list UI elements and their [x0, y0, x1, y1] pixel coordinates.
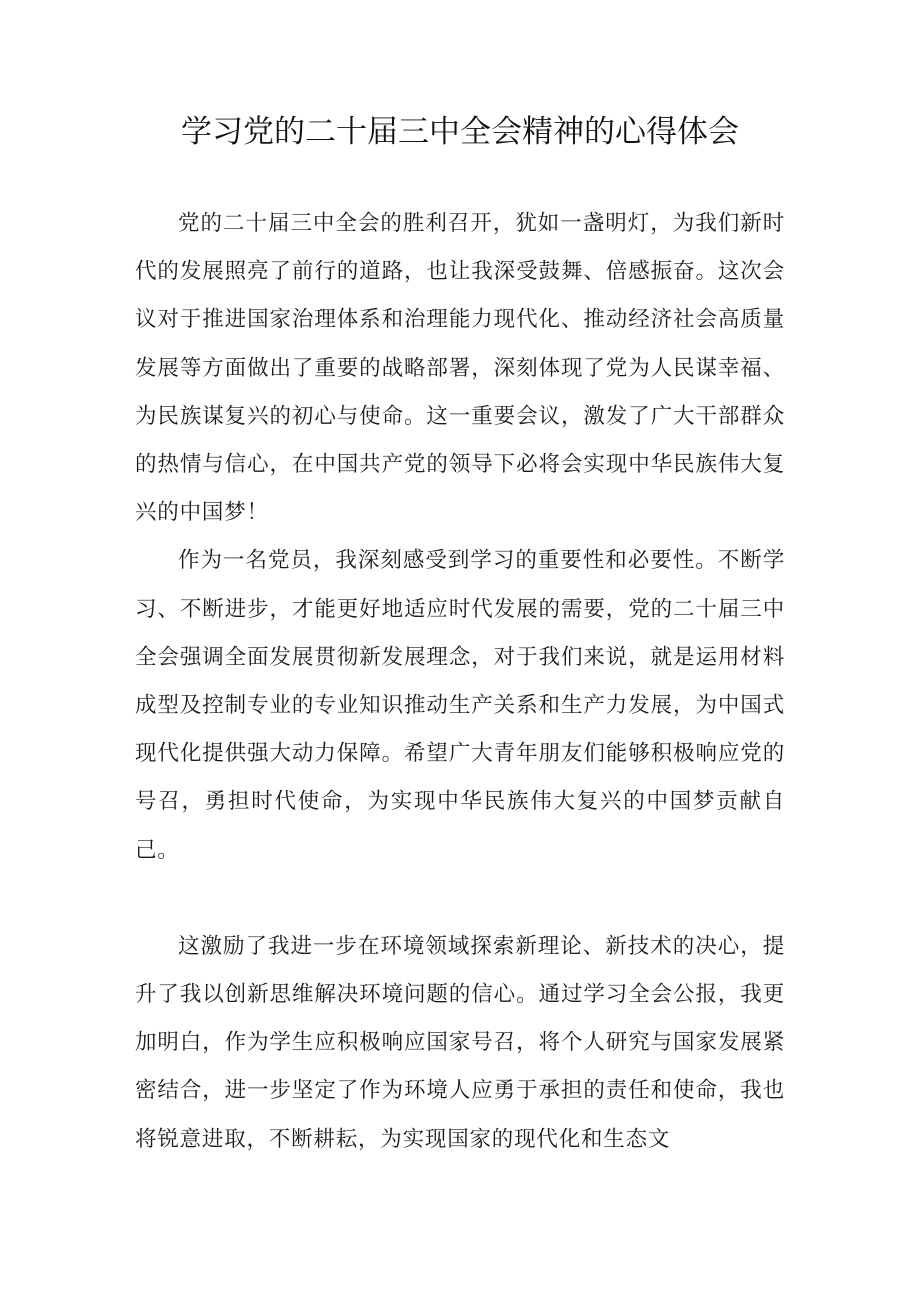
paragraph-3: 这激励了我进一步在环境领域探索新理论、新技术的决心，提升了我以创新思维解决环境问题的信心。通过学习全会公报，我更加明白，作为学生应积极响应国家号召，将个人研究与国家发展紧密结合，进一步坚定了作为环境人应勇于承担的责任和使命，我也将锐意进取，不断耕耘，为实现国家的现代化和生态文: [135, 933, 785, 1152]
document-title: 学习党的二十届三中全会精神的心得体会: [181, 114, 739, 150]
paragraph-2: 作为一名党员，我深刻感受到学习的重要性和必要性。不断学习、不断进步，才能更好地适应时代发展的需要，党的二十届三中全会强调全面发展贯彻新发展理念，对于我们来说，就是运用材料成型及控制专业的专业知识推动生产关系和生产力发展，为中国式现代化提供强大动力保障。希望广大青年朋友们能够积极响应党的号召，勇担时代使命，为实现中华民族伟大复兴的中国梦贡献自己。: [135, 548, 785, 863]
paragraph-spacer: [135, 875, 785, 923]
paragraph-1: 党的二十届三中全会的胜利召开，犹如一盏明灯，为我们新时代的发展照亮了前行的道路，也让我深受鼓舞、倍感振奋。这次会议对于推进国家治理体系和治理能力现代化、推动经济社会高质量发展等方面做出了重要的战略部署，深刻体现了党为人民谋幸福、为民族谋复兴的初心与使命。这一重要会议，激发了广大干部群众的热情与信心，在中国共产党的领导下必将会实现中华民族伟大复兴的中国梦！: [135, 211, 785, 526]
document-body: [135, 200, 785, 1164]
